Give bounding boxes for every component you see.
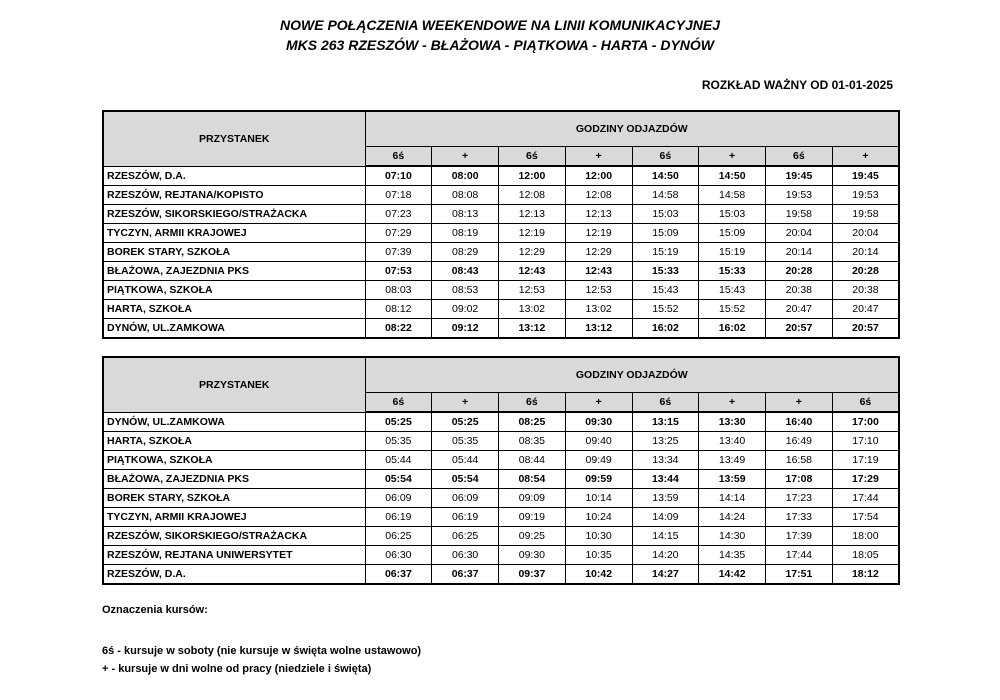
departure-time: 13:02 [565, 300, 632, 319]
course-code: 6ś [499, 393, 566, 413]
departure-time: 10:14 [565, 489, 632, 508]
table-row [103, 243, 899, 262]
departure-time: 10:24 [565, 508, 632, 527]
departure-time: 06:09 [365, 489, 432, 508]
departure-time: 08:00 [432, 166, 499, 186]
departure-time: 06:25 [365, 527, 432, 546]
departure-time: 13:49 [699, 451, 766, 470]
stop-name: HARTA, SZKOŁA [103, 300, 365, 319]
departure-time: 12:13 [565, 205, 632, 224]
departure-time: 17:23 [766, 489, 833, 508]
departure-time: 09:49 [565, 451, 632, 470]
departure-time: 05:35 [432, 432, 499, 451]
departure-time: 13:12 [499, 319, 566, 339]
departure-time: 13:59 [632, 489, 699, 508]
departure-time: 16:58 [766, 451, 833, 470]
departure-time: 17:29 [832, 470, 899, 489]
departure-time: 08:03 [365, 281, 432, 300]
departure-time: 06:25 [432, 527, 499, 546]
table-row [103, 319, 899, 339]
departure-time: 14:50 [632, 166, 699, 186]
table-row [103, 527, 899, 546]
departure-time: 20:47 [832, 300, 899, 319]
departure-time: 18:00 [832, 527, 899, 546]
departure-time: 08:53 [432, 281, 499, 300]
departure-time: 14:30 [699, 527, 766, 546]
document-title-line-1: NOWE POŁĄCZENIA WEEKENDOWE NA LINII KOMUNIKACYJNEJ [280, 17, 720, 33]
departure-time: 15:09 [632, 224, 699, 243]
departure-time: 06:37 [432, 565, 499, 585]
departure-time: 15:43 [632, 281, 699, 300]
course-code: + [565, 147, 632, 167]
departure-time: 20:04 [832, 224, 899, 243]
course-code: 6ś [766, 147, 833, 167]
departure-time: 15:19 [699, 243, 766, 262]
departure-time: 08:54 [499, 470, 566, 489]
departure-time: 06:30 [432, 546, 499, 565]
table-row [103, 470, 899, 489]
departure-time: 15:52 [699, 300, 766, 319]
departure-time: 20:38 [766, 281, 833, 300]
departure-time: 14:27 [632, 565, 699, 585]
table-row [103, 224, 899, 243]
departure-time: 05:25 [365, 412, 432, 432]
departure-time: 16:40 [766, 412, 833, 432]
stop-name: BŁAŻOWA, ZAJEZDNIA PKS [103, 262, 365, 281]
departure-time: 20:38 [832, 281, 899, 300]
departure-time: 17:39 [766, 527, 833, 546]
departure-time: 09:02 [432, 300, 499, 319]
departure-time: 17:44 [832, 489, 899, 508]
departure-time: 08:22 [365, 319, 432, 339]
departure-time: 05:54 [365, 470, 432, 489]
departure-time: 15:09 [699, 224, 766, 243]
table-row [103, 451, 899, 470]
departure-time: 08:43 [432, 262, 499, 281]
departure-time: 12:29 [565, 243, 632, 262]
stop-name: RZESZÓW, D.A. [103, 166, 365, 186]
stop-name: RZESZÓW, SIKORSKIEGO/STRAŻACKA [103, 527, 365, 546]
departure-time: 14:24 [699, 508, 766, 527]
departure-time: 14:58 [699, 186, 766, 205]
departure-time: 13:44 [632, 470, 699, 489]
departure-time: 05:35 [365, 432, 432, 451]
departure-time: 07:39 [365, 243, 432, 262]
stop-name: TYCZYN, ARMII KRAJOWEJ [103, 224, 365, 243]
departure-time: 15:33 [699, 262, 766, 281]
departure-time: 17:51 [766, 565, 833, 585]
departures-header: GODZINY ODJAZDÓW [365, 357, 899, 393]
timetable-rzeszow-dynow [102, 110, 900, 339]
departure-time: 07:18 [365, 186, 432, 205]
departure-time: 14:35 [699, 546, 766, 565]
table-row [103, 508, 899, 527]
stop-name: DYNÓW, UL.ZAMKOWA [103, 412, 365, 432]
departure-time: 10:30 [565, 527, 632, 546]
stop-name: RZESZÓW, REJTANA/KOPISTO [103, 186, 365, 205]
departure-time: 05:44 [365, 451, 432, 470]
validity-date: ROZKŁAD WAŻNY OD 01-01-2025 [701, 78, 893, 92]
course-code: 6ś [365, 393, 432, 413]
departure-time: 08:19 [432, 224, 499, 243]
departure-time: 19:45 [832, 166, 899, 186]
departure-time: 09:59 [565, 470, 632, 489]
departure-time: 05:54 [432, 470, 499, 489]
table-row [103, 186, 899, 205]
departure-time: 12:08 [565, 186, 632, 205]
departure-time: 17:33 [766, 508, 833, 527]
departure-time: 12:53 [499, 281, 566, 300]
departure-time: 12:43 [499, 262, 566, 281]
departure-time: 08:13 [432, 205, 499, 224]
departure-time: 17:44 [766, 546, 833, 565]
departure-time: 20:28 [766, 262, 833, 281]
departure-time: 18:05 [832, 546, 899, 565]
departure-time: 20:57 [832, 319, 899, 339]
departure-time: 19:58 [832, 205, 899, 224]
departure-time: 09:19 [499, 508, 566, 527]
departure-time: 20:14 [832, 243, 899, 262]
departure-time: 14:58 [632, 186, 699, 205]
course-code: 6ś [832, 393, 899, 413]
departure-time: 06:37 [365, 565, 432, 585]
departure-time: 17:00 [832, 412, 899, 432]
departure-time: 15:33 [632, 262, 699, 281]
departure-time: 12:00 [499, 166, 566, 186]
departure-time: 13:34 [632, 451, 699, 470]
departure-time: 05:44 [432, 451, 499, 470]
stop-name: RZESZÓW, SIKORSKIEGO/STRAŻACKA [103, 205, 365, 224]
table-row [103, 432, 899, 451]
stop-name: RZESZÓW, D.A. [103, 565, 365, 585]
departure-time: 09:40 [565, 432, 632, 451]
departure-time: 13:40 [699, 432, 766, 451]
departure-time: 19:58 [766, 205, 833, 224]
departure-time: 08:35 [499, 432, 566, 451]
course-code: + [432, 147, 499, 167]
departure-time: 12:19 [565, 224, 632, 243]
departure-time: 13:12 [565, 319, 632, 339]
departure-time: 06:19 [365, 508, 432, 527]
departure-time: 18:12 [832, 565, 899, 585]
legend-item-saturday: 6ś - kursuje w soboty (nie kursuje w święta wolne ustawowo) [102, 645, 422, 657]
departure-time: 15:43 [699, 281, 766, 300]
departure-time: 12:08 [499, 186, 566, 205]
departure-time: 14:42 [699, 565, 766, 585]
course-code: + [766, 393, 833, 413]
legend-title: Oznaczenia kursów: [102, 604, 208, 616]
course-code: 6ś [632, 147, 699, 167]
departure-time: 12:19 [499, 224, 566, 243]
stop-name: BŁAŻOWA, ZAJEZDNIA PKS [103, 470, 365, 489]
course-code: 6ś [499, 147, 566, 167]
table-row [103, 205, 899, 224]
departure-time: 09:09 [499, 489, 566, 508]
departure-time: 07:29 [365, 224, 432, 243]
departure-time: 17:54 [832, 508, 899, 527]
stop-column-header: PRZYSTANEK [103, 111, 365, 166]
departure-time: 14:50 [699, 166, 766, 186]
departure-time: 07:23 [365, 205, 432, 224]
departure-time: 10:42 [565, 565, 632, 585]
stop-name: TYCZYN, ARMII KRAJOWEJ [103, 508, 365, 527]
departure-time: 13:02 [499, 300, 566, 319]
departure-time: 13:25 [632, 432, 699, 451]
departure-time: 13:59 [699, 470, 766, 489]
stop-name: PIĄTKOWA, SZKOŁA [103, 451, 365, 470]
departure-time: 09:30 [499, 546, 566, 565]
departure-time: 14:14 [699, 489, 766, 508]
departure-time: 15:19 [632, 243, 699, 262]
departure-time: 08:12 [365, 300, 432, 319]
departure-time: 08:08 [432, 186, 499, 205]
departure-time: 14:09 [632, 508, 699, 527]
departure-time: 12:00 [565, 166, 632, 186]
departure-time: 12:53 [565, 281, 632, 300]
departure-time: 05:25 [432, 412, 499, 432]
departure-time: 20:04 [766, 224, 833, 243]
departure-time: 14:15 [632, 527, 699, 546]
departure-time: 20:47 [766, 300, 833, 319]
departure-time: 10:35 [565, 546, 632, 565]
departure-time: 06:30 [365, 546, 432, 565]
departure-time: 06:09 [432, 489, 499, 508]
course-code: + [565, 393, 632, 413]
departure-time: 16:02 [632, 319, 699, 339]
departure-time: 09:12 [432, 319, 499, 339]
table-row [103, 565, 899, 585]
legend-item-holiday: + - kursuje w dni wolne od pracy (niedziele i święta) [102, 663, 372, 675]
stop-name: BOREK STARY, SZKOŁA [103, 243, 365, 262]
course-code: 6ś [365, 147, 432, 167]
course-code: 6ś [632, 393, 699, 413]
departure-time: 15:52 [632, 300, 699, 319]
course-code: + [699, 393, 766, 413]
departure-time: 19:53 [766, 186, 833, 205]
table-row [103, 300, 899, 319]
departure-time: 07:10 [365, 166, 432, 186]
document-title-line-2: MKS 263 RZESZÓW - BŁAŻOWA - PIĄTKOWA - HARTA - DYNÓW [285, 37, 715, 53]
departure-time: 17:10 [832, 432, 899, 451]
stop-column-header: PRZYSTANEK [103, 357, 365, 412]
table-row [103, 262, 899, 281]
table-row [103, 281, 899, 300]
stop-name: DYNÓW, UL.ZAMKOWA [103, 319, 365, 339]
departure-time: 13:15 [632, 412, 699, 432]
departure-time: 19:53 [832, 186, 899, 205]
departure-time: 09:30 [565, 412, 632, 432]
departure-time: 20:28 [832, 262, 899, 281]
departure-time: 12:43 [565, 262, 632, 281]
departure-time: 08:29 [432, 243, 499, 262]
departure-time: 08:44 [499, 451, 566, 470]
departure-time: 09:25 [499, 527, 566, 546]
departure-time: 16:49 [766, 432, 833, 451]
stop-name: PIĄTKOWA, SZKOŁA [103, 281, 365, 300]
course-code: + [699, 147, 766, 167]
departure-time: 20:57 [766, 319, 833, 339]
table-row [103, 166, 899, 186]
table-row [103, 546, 899, 565]
departure-time: 20:14 [766, 243, 833, 262]
departure-time: 07:53 [365, 262, 432, 281]
table-row [103, 412, 899, 432]
departure-time: 14:20 [632, 546, 699, 565]
departure-time: 16:02 [699, 319, 766, 339]
departure-time: 12:29 [499, 243, 566, 262]
stop-name: RZESZÓW, REJTANA UNIWERSYTET [103, 546, 365, 565]
course-code: + [432, 393, 499, 413]
table-row [103, 489, 899, 508]
departure-time: 15:03 [632, 205, 699, 224]
departure-time: 08:25 [499, 412, 566, 432]
departure-time: 12:13 [499, 205, 566, 224]
departure-time: 09:37 [499, 565, 566, 585]
departure-time: 17:08 [766, 470, 833, 489]
departure-time: 17:19 [832, 451, 899, 470]
timetable-dynow-rzeszow [102, 356, 900, 585]
departure-time: 15:03 [699, 205, 766, 224]
course-code: + [832, 147, 899, 167]
departure-time: 13:30 [699, 412, 766, 432]
stop-name: BOREK STARY, SZKOŁA [103, 489, 365, 508]
departure-time: 19:45 [766, 166, 833, 186]
stop-name: HARTA, SZKOŁA [103, 432, 365, 451]
departures-header: GODZINY ODJAZDÓW [365, 111, 899, 147]
departure-time: 06:19 [432, 508, 499, 527]
